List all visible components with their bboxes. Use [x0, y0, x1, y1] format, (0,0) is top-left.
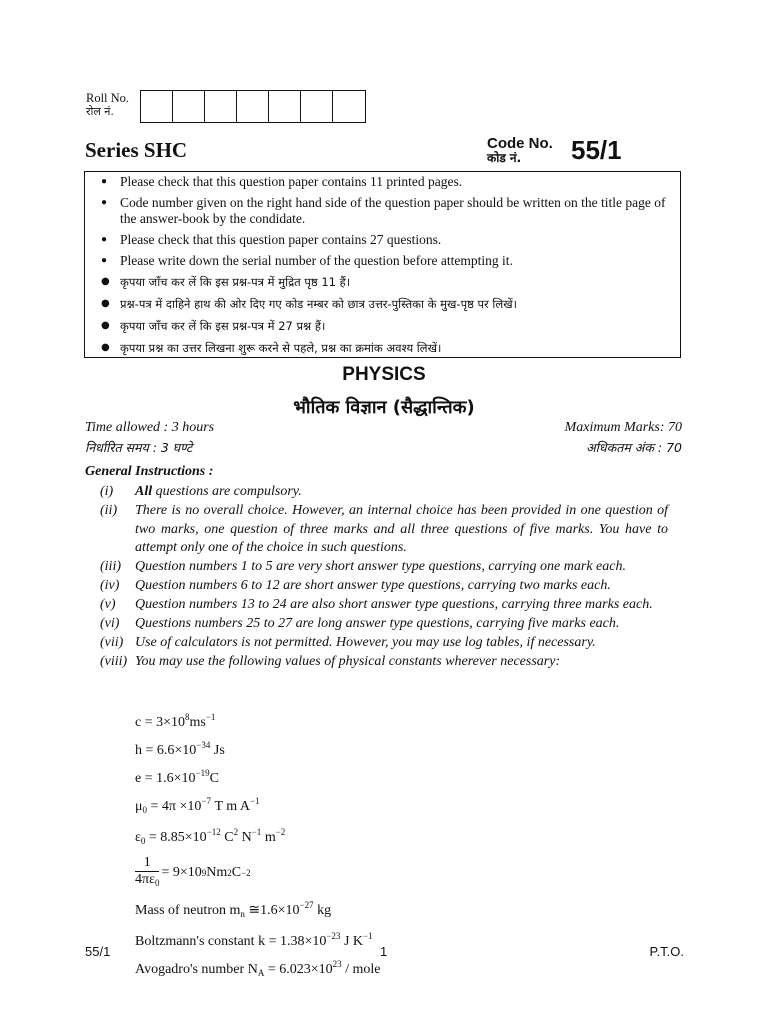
series-title: Series SHC — [85, 138, 188, 162]
maximum-marks: Maximum Marks: 70 — [564, 420, 682, 435]
page-number: 1 — [380, 944, 388, 959]
roll-box — [237, 91, 269, 122]
gi-text: There is no overall choice. However, an internal choice has been provided in one question of two marks, one question of three marks and all three questions of five marks. You have to attempt only one of the choice in such questions. — [135, 503, 668, 555]
instruction-item: ● Please write down the serial number of the question before attempting it. — [97, 253, 670, 269]
instruction-item: ● Please check that this question paper contains 11 printed pages. — [97, 174, 670, 190]
roll-number-boxes — [140, 90, 366, 123]
maximum-marks-hindi: अधिकतम अंक : 70 — [586, 440, 682, 455]
subject-title: PHYSICS — [342, 364, 426, 385]
gi-text: Question numbers 13 to 24 are also short answer type questions, carrying three marks each. — [135, 597, 653, 612]
pto-label: P.T.O. — [649, 944, 684, 959]
gi-number: (i) — [100, 484, 114, 499]
general-instructions-heading: General Instructions : — [85, 464, 214, 479]
constant-e: $e = 1.6\times 10^{-19}C$ — [135, 768, 219, 786]
gi-number: (iv) — [100, 578, 120, 593]
time-allowed-hindi: निर्धारित समय : 3 घण्टे — [85, 440, 193, 455]
code-number: 55/1 — [571, 135, 622, 165]
gi-number: (viii) — [100, 654, 128, 669]
gi-text: Use of calculators is not permitted. However, you may use log tables, if necessary. — [135, 635, 596, 650]
constant-boltzmann: Boltzmann's constant $k = 1.38\times 10^{-23}$ J $K^{-1}$ — [135, 931, 373, 949]
instruction-item: ● Code number given on the right hand side of the question paper should be written on the title page of the answer-book by the condidate. — [97, 195, 670, 227]
gi-text: Question numbers 1 to 5 are very short answer type questions, carrying one mark each. — [135, 559, 626, 574]
gi-item — [100, 596, 668, 615]
gi-text — [135, 483, 668, 502]
footer-code: 55/1 — [85, 944, 111, 959]
gi-item — [100, 483, 668, 502]
constant-neutron-mass: Mass of neutron $m_n$ $≅1.6\times 10^{-27}$ kg — [135, 900, 332, 919]
gi-number: (vi) — [100, 616, 120, 631]
instruction-item-hindi: ● कृपया प्रश्न का उत्तर लिखना शुरू करने से पहले, प्रश्न का क्रमांक अवश्य लिखें। — [97, 340, 670, 356]
physical-constants — [135, 706, 381, 984]
constant-h: $h = 6.6\times 10^{-34}$ Js — [135, 740, 225, 758]
gi-number: (ii) — [100, 503, 118, 518]
general-instructions-list — [100, 483, 668, 672]
constant-coulomb: $\frac{1}{4\pi\varepsilon_0}$ = 9×10 9 Nm 2 C −2 — [135, 852, 381, 894]
gi-number: (iii) — [100, 559, 121, 574]
time-allowed: Time allowed : 3 hours — [85, 420, 215, 435]
instruction-item-hindi: ● कृपया जाँच कर लें कि इस प्रश्न-पत्र में 27 प्रश्न हैं। — [97, 318, 670, 334]
gi-item — [100, 653, 668, 672]
instruction-list — [85, 172, 680, 356]
roll-box — [141, 91, 173, 122]
gi-item — [100, 577, 668, 596]
code-label — [487, 136, 553, 165]
gi-text: Question numbers 6 to 12 are short answer type questions, carrying two marks each. — [135, 578, 611, 593]
fraction: $\frac{1}{4\pi\varepsilon_0}$ — [135, 855, 160, 888]
subject-title-hindi: भौतिक विज्ञान (सैद्धान्तिक) — [293, 397, 475, 418]
code-label-en: Code No. — [487, 135, 553, 152]
gi-text: You may use the following values of physical constants wherever necessary: — [135, 654, 561, 669]
instruction-item-hindi: ● कृपया जाँच कर लें कि इस प्रश्न-पत्र में मुद्रित पृष्ठ 11 हैं। — [97, 274, 670, 290]
constant-mu0: $\mu_0 = 4\pi \times 10^{-7}$ T m $A^{-1}$ — [135, 796, 260, 815]
constant-eps0: $\varepsilon_0 = 8.85\times 10^{-12}$ $C^2$ $N^{-1}$ $m^{-2}$ — [135, 827, 286, 846]
constant-avogadro: Avogadro's number $N_A = 6.023\times 10^{23}$ / mole — [135, 959, 381, 978]
gi-number: (vii) — [100, 635, 124, 650]
gi-number: (v) — [100, 597, 116, 612]
instruction-item: ● Please check that this question paper contains 27 questions. — [97, 232, 670, 248]
roll-box — [301, 91, 333, 122]
gi-item — [100, 615, 668, 634]
gi-bold: All — [135, 484, 153, 499]
code-label-hi: कोड नं. — [487, 151, 522, 165]
roll-box — [205, 91, 237, 122]
gi-item — [100, 502, 668, 558]
roll-box — [333, 91, 365, 122]
roll-number-label — [86, 91, 129, 119]
roll-label-en: Roll No. — [86, 91, 130, 105]
instruction-box — [84, 171, 681, 358]
instruction-item-hindi: ● प्रश्न-पत्र में दाहिने हाथ की ओर दिए गए कोड नम्बर को छात्र उत्तर-पुस्तिका के मुख-पृष्ठ पर लिखें। — [97, 296, 670, 312]
gi-item — [100, 634, 668, 653]
roll-box — [269, 91, 301, 122]
constant-c: $c = 3\times 10^8ms^{-1}$ — [135, 712, 216, 730]
roll-box — [173, 91, 205, 122]
roll-label-hi: रोल नं. — [86, 105, 114, 118]
gi-text: Questions numbers 25 to 27 are long answer type questions, carrying five marks each. — [135, 616, 620, 631]
gi-item — [100, 558, 668, 577]
gi-text-rest: questions are compulsory. — [152, 484, 302, 499]
